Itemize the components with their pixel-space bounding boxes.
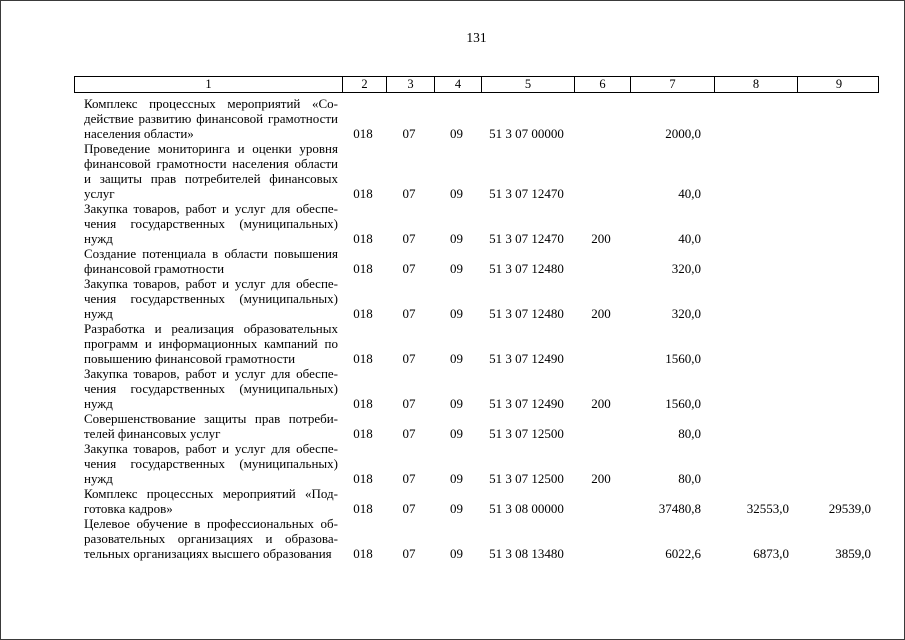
column-header-6: 6 [574,77,630,92]
column-header-2: 2 [342,77,386,92]
row-name-line: финансовой грамотности [84,261,225,276]
subsection-code: 09 [450,546,463,561]
table-row [74,201,879,246]
amount-year1: 1560,0 [665,396,701,411]
grbs-code: 018 [353,261,373,276]
row-name-line: Разработка и реализация образовательных [84,321,338,336]
section-code: 07 [402,231,416,246]
table-row [74,141,879,201]
row-name [74,96,341,141]
amount-year1: 80,0 [678,426,701,441]
amount-year1: 2000,0 [665,126,701,141]
section-code: 07 [402,501,416,516]
row-name-line: тельных организациях высшего образования [84,546,332,561]
subsection-code: 09 [450,306,463,321]
amount-year1: 80,0 [678,471,701,486]
row-name-line: действие развитию финансовой грамотности [84,111,338,126]
expense-type-code: 200 [591,396,611,411]
grbs-code: 018 [353,351,373,366]
target-article-code: 51 3 07 12470 [489,231,564,246]
row-name-line: чения государственных (муниципальных) [84,291,338,306]
grbs-code: 018 [353,471,373,486]
grbs-code: 018 [353,306,373,321]
row-name [74,486,341,516]
row-name-line: чения государственных (муниципальных) [84,456,338,471]
table-row [74,411,879,441]
row-name-line: Закупка товаров, работ и услуг для обеспе- [84,441,338,456]
section-code: 07 [402,471,416,486]
target-article-code: 51 3 07 12490 [489,351,564,366]
table-row [74,246,879,276]
section-code: 07 [402,396,416,411]
expense-type-code: 200 [591,231,611,246]
target-article-code: 51 3 07 12470 [489,186,564,201]
subsection-code: 09 [450,471,463,486]
budget-table [74,76,879,561]
row-name-line: разовательных организациях и образова- [84,531,338,546]
row-name-line: готовка кадров» [84,501,173,516]
section-code: 07 [402,546,416,561]
table-row [74,321,879,366]
row-name [74,321,341,366]
target-article-code: 51 3 07 12480 [489,261,564,276]
page-number: 131 [466,30,487,45]
subsection-code: 09 [450,231,463,246]
target-article-code: 51 3 08 13480 [489,546,564,561]
row-name-line: нужд [84,396,113,411]
grbs-code: 018 [353,231,373,246]
row-name-line: услуг [84,186,115,201]
amount-year1: 320,0 [671,306,701,321]
subsection-code: 09 [450,426,463,441]
amount-year1: 1560,0 [665,351,701,366]
amount-year1: 40,0 [678,231,701,246]
expense-type-code: 200 [591,471,611,486]
target-article-code: 51 3 07 12500 [489,426,564,441]
row-name [74,411,341,441]
column-header-5: 5 [481,77,574,92]
row-name-line: повышению финансовой грамотности [84,351,296,366]
row-name [74,246,341,276]
amount-year2: 6873,0 [753,546,789,561]
column-header-7: 7 [630,77,714,92]
target-article-code: 51 3 07 12500 [489,471,564,486]
grbs-code: 018 [353,501,373,516]
row-name-line: Комплекс процессных мероприятий «Со- [84,96,338,111]
row-name-line: Проведение мониторинга и оценки уровня [84,141,338,156]
subsection-code: 09 [450,261,463,276]
section-code: 07 [402,351,416,366]
grbs-code: 018 [353,426,373,441]
table-row [74,276,879,321]
row-name-line: Комплекс процессных мероприятий «Под- [84,486,338,501]
amount-year3: 3859,0 [835,546,871,561]
amount-year3: 29539,0 [828,501,871,516]
grbs-code: 018 [353,546,373,561]
table-header-row [74,76,879,93]
row-name-line: финансовой грамотности населения области [84,156,338,171]
row-name-line: населения области» [84,126,194,141]
amount-year2: 32553,0 [746,501,789,516]
row-name-line: Целевое обучение в профессиональных об- [84,516,338,531]
subsection-code: 09 [450,501,463,516]
amount-year1: 6022,6 [665,546,701,561]
column-header-9: 9 [797,77,880,92]
section-code: 07 [402,126,416,141]
table-row [74,96,879,141]
row-name-line: Закупка товаров, работ и услуг для обеспе- [84,276,338,291]
section-code: 07 [402,306,416,321]
row-name-line: чения государственных (муниципальных) [84,216,338,231]
row-name-line: программ и информационных кампаний по [84,336,338,351]
amount-year1: 37480,8 [658,501,701,516]
section-code: 07 [402,426,416,441]
column-header-8: 8 [714,77,797,92]
row-name-line: Создание потенциала в области повышения [84,246,338,261]
grbs-code: 018 [353,186,373,201]
row-name [74,201,341,246]
subsection-code: 09 [450,186,463,201]
section-code: 07 [402,261,416,276]
row-name [74,366,341,411]
subsection-code: 09 [450,351,463,366]
row-name-line: нужд [84,231,113,246]
row-name-line: телей финансовых услуг [84,426,221,441]
target-article-code: 51 3 07 12480 [489,306,564,321]
row-name-line: и защиты прав потребителей финансовых [84,171,338,186]
target-article-code: 51 3 07 00000 [489,126,564,141]
column-header-3: 3 [386,77,434,92]
amount-year1: 40,0 [678,186,701,201]
row-name [74,141,341,201]
table-body [74,93,879,561]
grbs-code: 018 [353,126,373,141]
section-code: 07 [402,186,416,201]
subsection-code: 09 [450,396,463,411]
row-name [74,276,341,321]
subsection-code: 09 [450,126,463,141]
row-name-line: Закупка товаров, работ и услуг для обеспе- [84,366,338,381]
row-name-line: Закупка товаров, работ и услуг для обеспе- [84,201,338,216]
grbs-code: 018 [353,396,373,411]
row-name-line: нужд [84,306,113,321]
row-name-line: Совершенствование защиты прав потреби- [84,411,338,426]
column-header-1: 1 [205,77,212,91]
expense-type-code: 200 [591,306,611,321]
row-name-line: нужд [84,471,113,486]
table-row [74,486,879,516]
target-article-code: 51 3 07 12490 [489,396,564,411]
row-name-line: чения государственных (муниципальных) [84,381,338,396]
row-name [74,441,341,486]
table-row [74,516,879,561]
table-row [74,366,879,411]
table-row [74,441,879,486]
target-article-code: 51 3 08 00000 [489,501,564,516]
amount-year1: 320,0 [671,261,701,276]
column-header-4: 4 [434,77,481,92]
row-name [74,516,341,561]
